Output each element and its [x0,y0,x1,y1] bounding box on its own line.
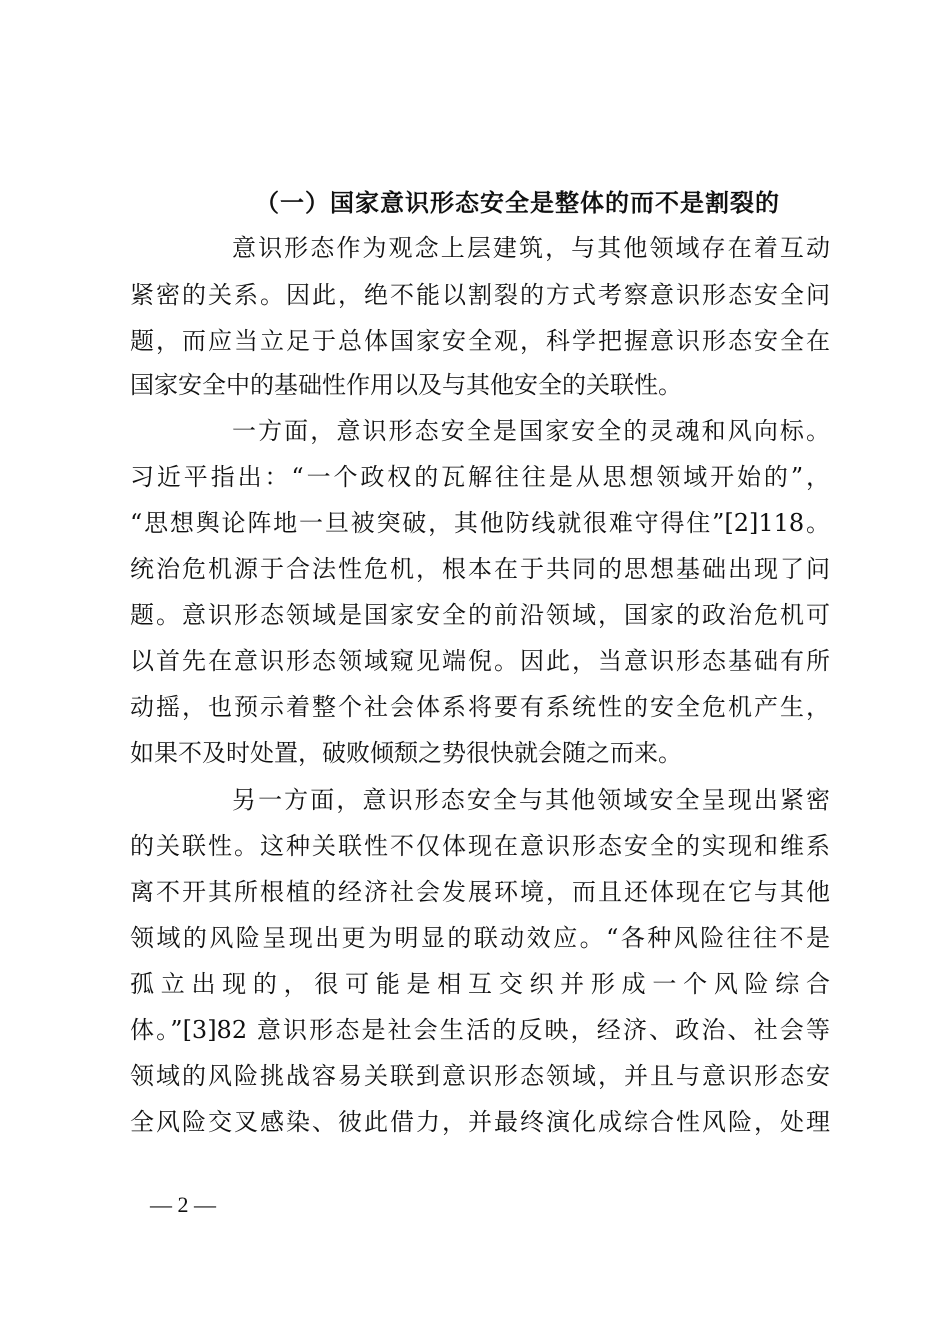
paragraph-line: 体。”[3]82 意识形态是社会生活的反映，经济、政治、社会等 [130,1016,830,1044]
paragraph-line: 国家安全中的基础性作用以及与其他安全的关联性。 [130,371,682,399]
paragraph-line: 全风险交叉感染、彼此借力，并最终演化成综合性风险，处理 [130,1108,830,1136]
paragraph-line: 孤立出现的，很可能是相互交织并形成一个风险综合 [130,970,830,998]
paragraph-line: 领域的风险挑战容易关联到意识形态领域，并且与意识形态安 [130,1062,830,1090]
paragraph-line: “思想舆论阵地一旦被突破，其他防线就很难守得住”[2]118。 [130,509,830,537]
paragraph-line: 领域的风险呈现出更为明显的联动效应。“各种风险往往不是 [130,924,830,952]
paragraph-line: 以首先在意识形态领域窥见端倪。因此，当意识形态基础有所 [130,647,830,675]
page-number: — 2 — [150,1192,216,1217]
paragraph-line: 紧密的关系。因此，绝不能以割裂的方式考察意识形态安全问 [130,281,830,309]
paragraph-line: 一方面，意识形态安全是国家安全的灵魂和风向标。 [232,417,830,445]
paragraph-line: 题。意识形态领域是国家安全的前沿领域，国家的政治危机可 [130,601,830,629]
paragraph-line: 如果不及时处置，破败倾颓之势很快就会随之而来。 [130,739,682,767]
paragraph-line: 离不开其所根植的经济社会发展环境，而且还体现在它与其他 [130,878,830,906]
paragraph-line: 习近平指出：“一个政权的瓦解往往是从思想领域开始的”， [130,463,830,491]
paragraph-line: 题，而应当立足于总体国家安全观，科学把握意识形态安全在 [130,327,830,355]
paragraph-line: 的关联性。这种关联性不仅体现在意识形态安全的实现和维系 [130,832,830,860]
section-heading: （一）国家意识形态安全是整体的而不是割裂的 [255,188,780,217]
paragraph-line: 另一方面，意识形态安全与其他领域安全呈现出紧密 [232,786,830,814]
paragraph-line: 动摇，也预示着整个社会体系将要有系统性的安全危机产生， [130,693,830,721]
paragraph-line: 统治危机源于合法性危机，根本在于共同的思想基础出现了问 [130,555,830,583]
paragraph-line: 意识形态作为观念上层建筑，与其他领域存在着互动 [232,234,830,262]
